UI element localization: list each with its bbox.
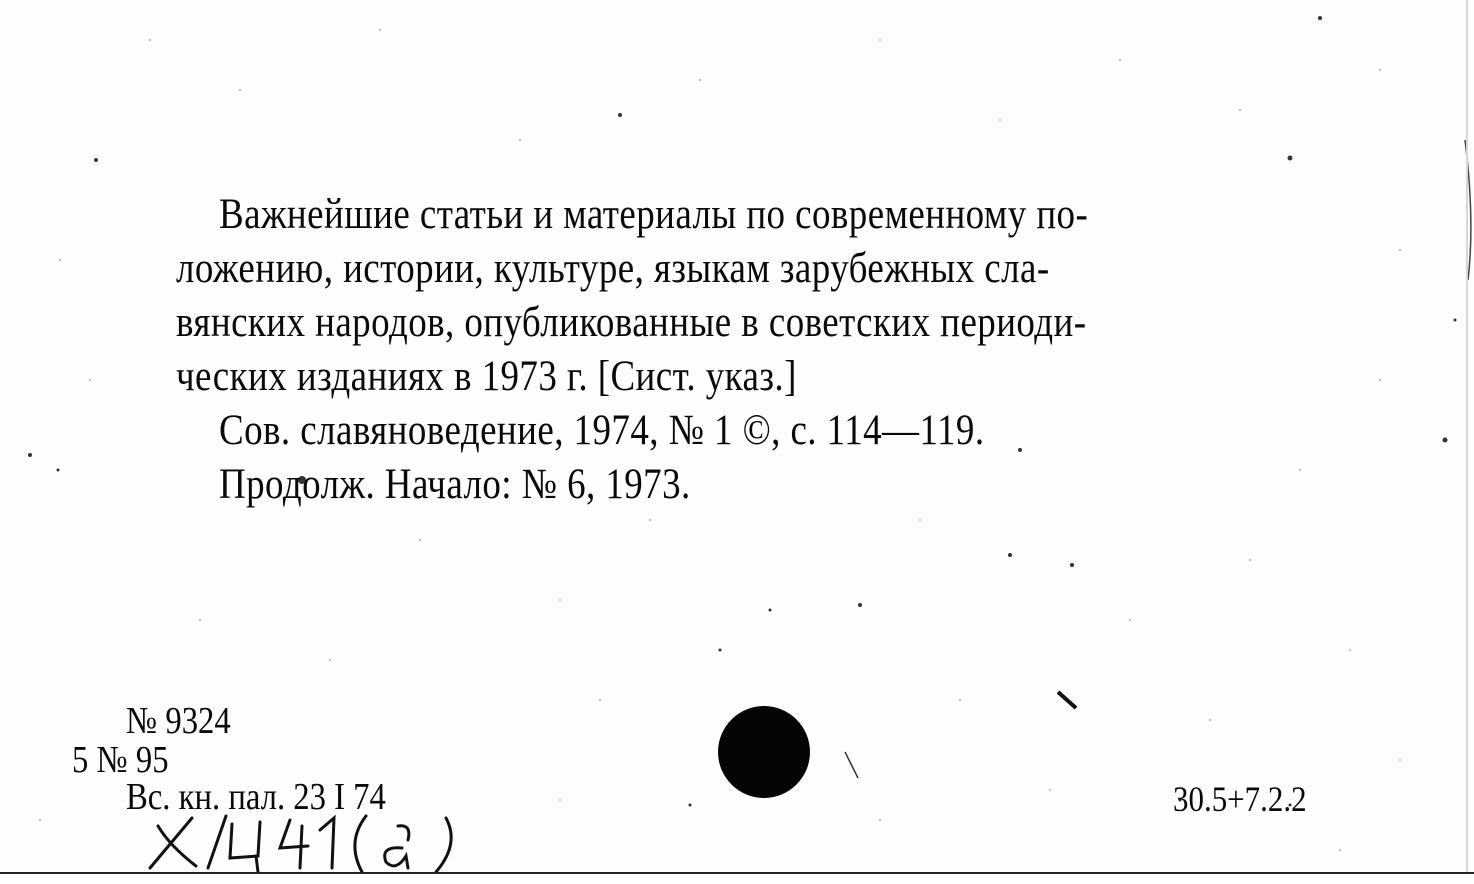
title-line-3: вянских народов, опубликованные в советских периоди- — [176, 299, 1087, 346]
classification-code: 30.5+7.2.2 — [1173, 779, 1307, 819]
handwritten-shelf-code — [140, 806, 470, 876]
title-line-2: ложению, истории, культуре, языкам зарубежных сла- — [176, 245, 1050, 292]
title-line-1: Важнейшие статьи и материалы по современному по- — [219, 191, 1089, 238]
punch-hole — [718, 706, 810, 798]
record-number: № 9324 — [126, 700, 231, 742]
title-line-4: ческих изданиях в 1973 г. [Сист. указ.] — [176, 353, 797, 400]
book-chamber-stamp: Вс. кн. пал. 23 I 74 — [126, 776, 386, 818]
issue-number: 5 № 95 — [72, 739, 169, 781]
bibliographic-entry — [176, 188, 1174, 512]
source-line: Сов. славяноведение, 1974, № 1 ©, с. 114—119. — [219, 407, 985, 454]
continuation-line: Продолж. Начало: № 6, 1973. — [219, 461, 691, 508]
card-bottom-edge — [0, 872, 1474, 884]
card-right-edge — [1466, 0, 1468, 872]
